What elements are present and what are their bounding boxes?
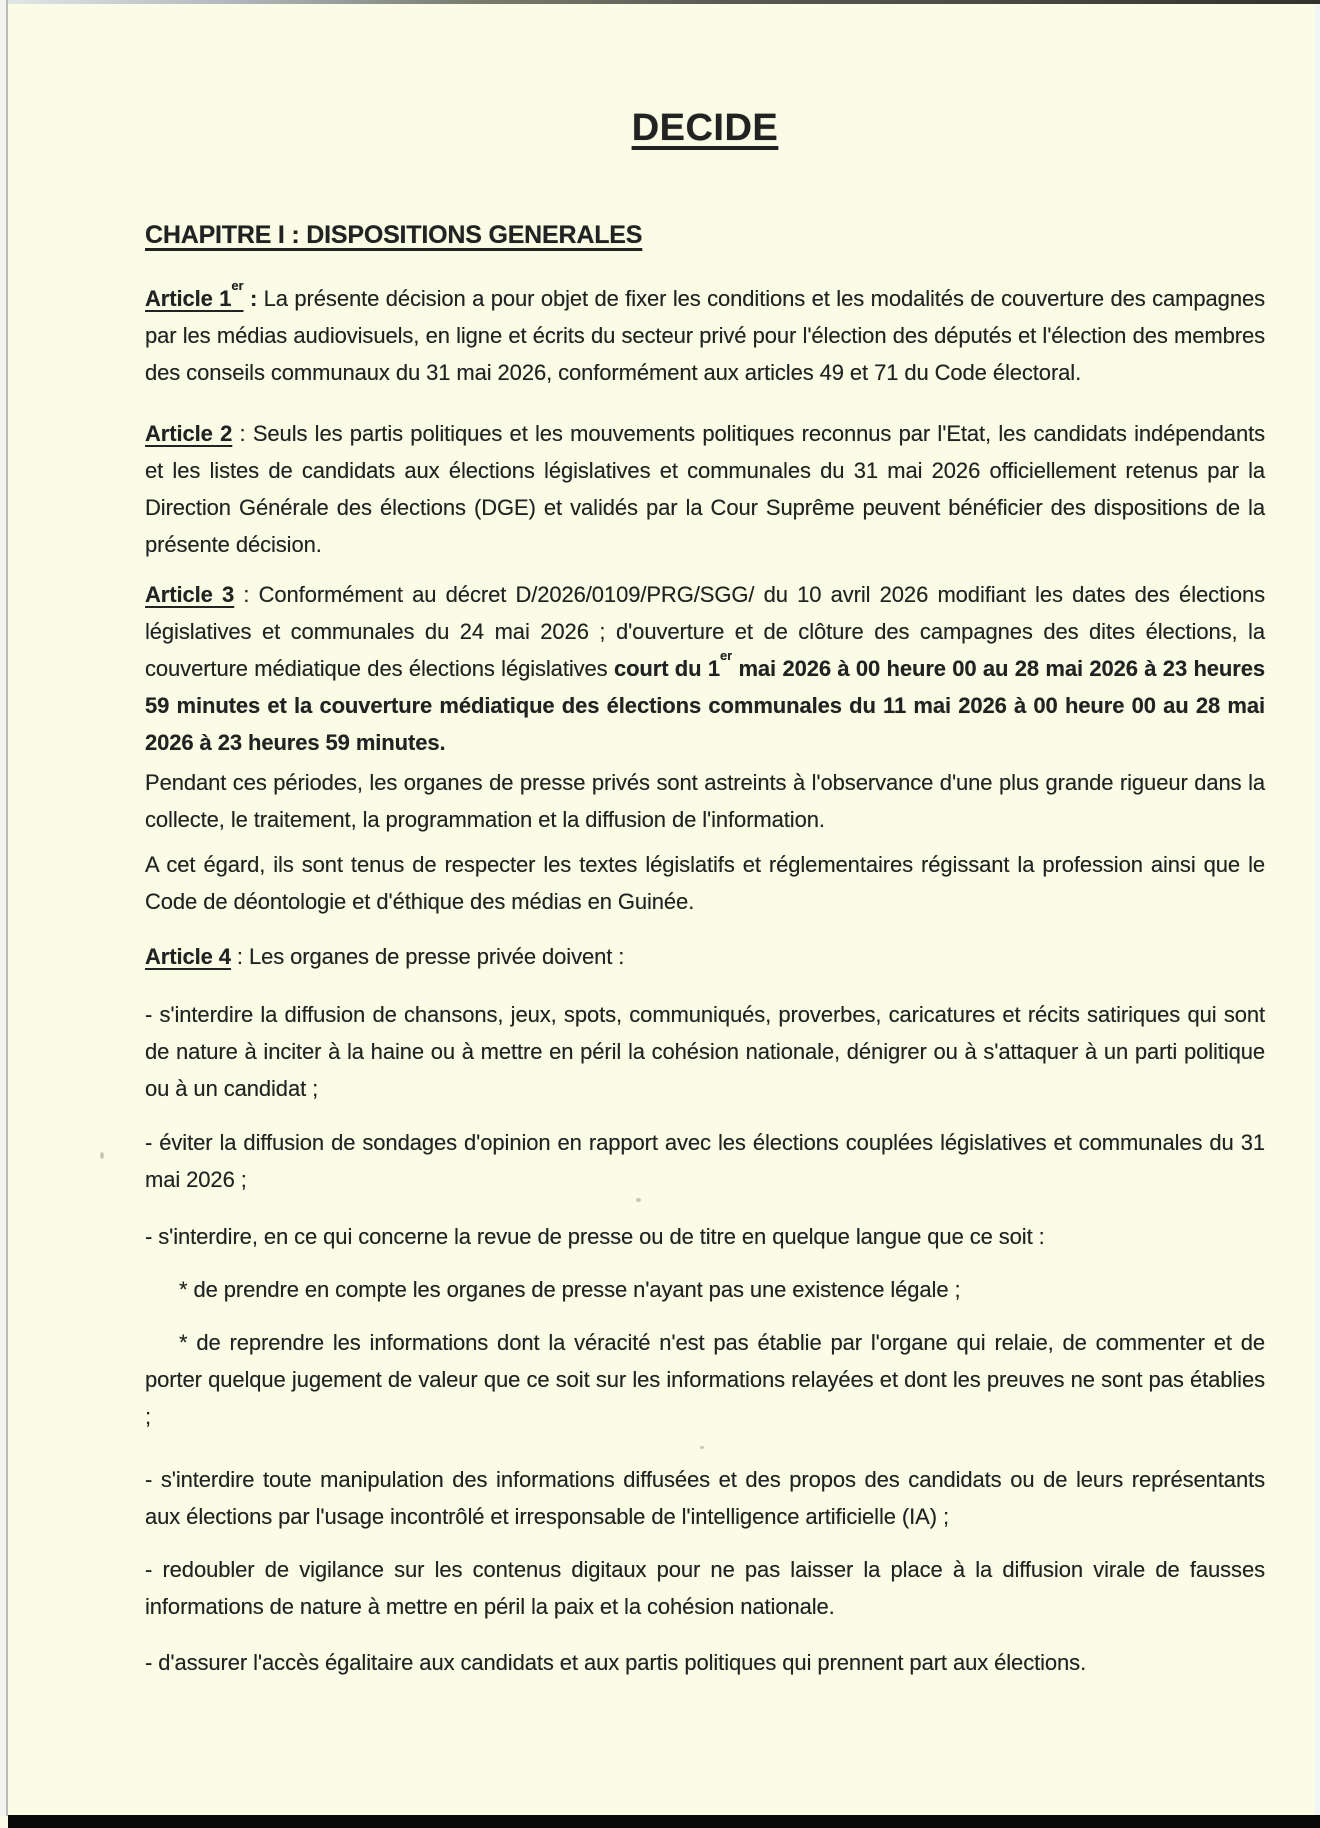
chapter-heading: CHAPITRE I : DISPOSITIONS GENERALES [145,221,643,249]
sub-bullet-item: * de reprendre les informations dont la véracité n'est pas établie par l'organe qui relaie, de commenter et de porter quelque jugement de valeur que ce soit sur les informations relayées et dont les preuves ne sont pas établies ; [145,1330,1265,1429]
article-4-paragraph [145,938,1265,975]
article-1-ordinal-sup: er [231,277,244,293]
article-1-label: Article 1er [145,277,244,311]
bullet-item: - s'interdire toute manipulation des informations diffusées et des propos des candidats ou de leurs représentants aux élections par l'usage incontrôlé et irresponsable de l'intelligence artificielle (IA) ; [145,1467,1265,1529]
scan-speckle [100,1152,104,1159]
article-2-colon: : [232,421,253,446]
article-1-text: La présente décision a pour objet de fixer les conditions et les modalités de couverture des campagnes par les médias audiovisuels, en ligne et écrits du secteur privé pour l'élection des députés et l'élection des membres des conseils communaux du 31 mai 2026, conformément aux articles 49 et 71 du Code électoral. [145,286,1265,385]
scan-edge-bottom [8,1815,1320,1828]
article-3-bold-dates: court du 1er mai 2026 à 00 heure 00 au 28 mai 2026 à 23 heures 59 minutes et la couverture médiatique des élections communales du 11 mai 2026 à 00 heure 00 au 28 mai 2026 à 23 heures 59 minutes. [145,647,1265,755]
article-1-colon: : [243,286,264,311]
article-3-paragraph-2: Pendant ces périodes, les organes de presse privés sont astreints à l'observance d'une plus grande rigueur dans la collecte, le traitement, la programmation et la diffusion de l'information. [145,770,1265,832]
article-3-label: Article 3 [145,582,235,607]
article-4-colon: : [230,944,249,969]
article-2-label: Article 2 [145,421,233,446]
article-3-colon: : [234,582,259,607]
article-4-label: Article 4 [145,944,231,969]
scan-edge-right [1315,4,1320,1816]
article-3-paragraph [145,576,1265,761]
article-4-text: Les organes de presse privée doivent : [248,944,625,969]
article-3-ordinal-sup: er [720,647,733,663]
bullet-item: - d'assurer l'accès égalitaire aux candidats et aux partis politiques qui prennent part aux élections. [145,1650,1087,1675]
article-2-paragraph [145,415,1265,563]
document-title: DECIDE [631,107,779,149]
article-1-paragraph [145,277,1265,391]
article-2-text: Seuls les partis politiques et les mouvements politiques reconnus par l'Etat, les candidats indépendants et les listes de candidats aux élections législatives et communales du 31 mai 2026 officiellement retenus par la Direction Générale des élections (DGE) et validés par la Cour Suprême peuvent bénéficier des dispositions de la présente décision. [145,421,1265,557]
scan-edge-left [0,0,8,1816]
bullet-item: - s'interdire, en ce qui concerne la revue de presse ou de titre en quelque langue que ce soit : [145,1224,1045,1249]
article-3-text: Conformément au décret D/2026/0109/PRG/SGG/ du 10 avril 2026 modifiant les dates des élections législatives et communales du 24 mai 2026 ; d'ouverture et de clôture des campagnes des dites élections, la couverture médiatique des élections législatives [145,582,1265,681]
bullet-item: - s'interdire la diffusion de chansons, jeux, spots, communiqués, proverbes, caricatures et récits satiriques qui sont de nature à inciter à la haine ou à mettre en péril la cohésion nationale, dénigrer ou à s'attaquer à un parti politique ou à un candidat ; [145,1002,1265,1101]
article-3-paragraph-3: A cet égard, ils sont tenus de respecter les textes législatifs et réglementaires régissant la profession ainsi que le Code de déontologie et d'éthique des médias en Guinée. [145,852,1265,914]
bullet-item: - redoubler de vigilance sur les contenus digitaux pour ne pas laisser la place à la diffusion virale de fausses informations de nature à mettre en péril la paix et la cohésion nationale. [145,1557,1265,1619]
document-body [145,0,1265,1681]
bullet-item: - éviter la diffusion de sondages d'opinion en rapport avec les élections couplées législatives et communales du 31 mai 2026 ; [145,1130,1265,1192]
sub-bullet-item: * de prendre en compte les organes de presse n'ayant pas une existence légale ; [179,1277,961,1302]
